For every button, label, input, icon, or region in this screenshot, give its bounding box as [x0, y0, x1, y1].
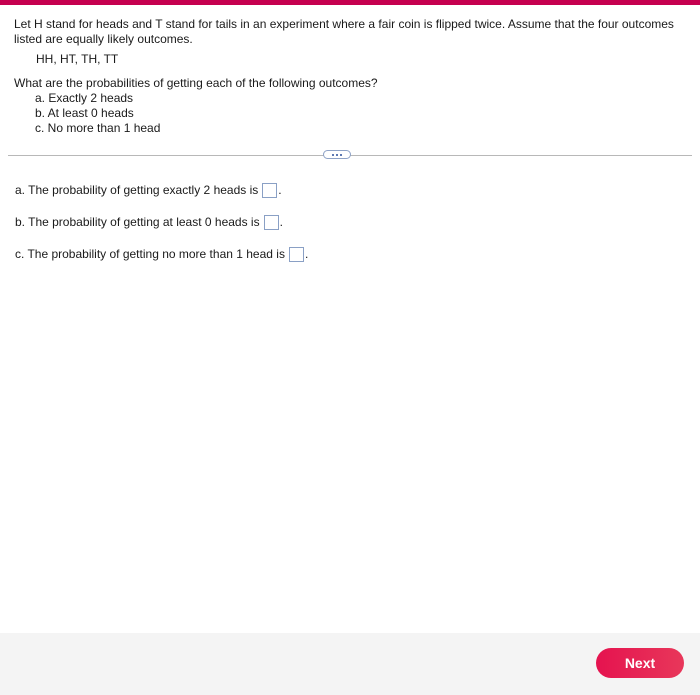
- answer-label-c: c. The probability of getting no more than 1 head is: [15, 247, 285, 261]
- answer-label-b: b. The probability of getting at least 0 heads is: [15, 215, 260, 229]
- answer-label-a: a. The probability of getting exactly 2 heads is: [15, 183, 259, 197]
- answer-row-b: [15, 214, 283, 230]
- expand-ellipsis-button[interactable]: [323, 150, 351, 159]
- answer-row-a: [15, 182, 282, 198]
- question-intro: Let H stand for heads and T stand for tails in an experiment where a fair coin is flipped twice. Assume that the four outcomes listed are equally likely outcomes.: [14, 17, 674, 46]
- answer-suffix-b: .: [279, 215, 283, 229]
- answer-suffix-c: .: [304, 247, 309, 261]
- outcome-list: HH, HT, TH, TT: [36, 52, 119, 66]
- question-text: [14, 17, 686, 136]
- question-prompt: What are the probabilities of getting each of the following outcomes?: [14, 76, 378, 90]
- answer-input-a[interactable]: [262, 183, 277, 198]
- question-parts: [35, 91, 686, 136]
- footer-bar: [0, 633, 700, 695]
- next-button[interactable]: Next: [596, 648, 684, 678]
- answer-row-c: [15, 246, 308, 262]
- answer-suffix-a: .: [278, 183, 282, 197]
- ellipsis-icon: [340, 154, 342, 156]
- question-part-c: c. No more than 1 head: [35, 121, 161, 135]
- question-part-a: a. Exactly 2 heads: [35, 91, 134, 105]
- ellipsis-icon: [332, 154, 334, 156]
- ellipsis-icon: [336, 154, 338, 156]
- question-part-b: b. At least 0 heads: [35, 106, 134, 120]
- answer-input-b[interactable]: [264, 215, 279, 230]
- top-accent-bar: [0, 0, 700, 5]
- answer-input-c[interactable]: [289, 247, 304, 262]
